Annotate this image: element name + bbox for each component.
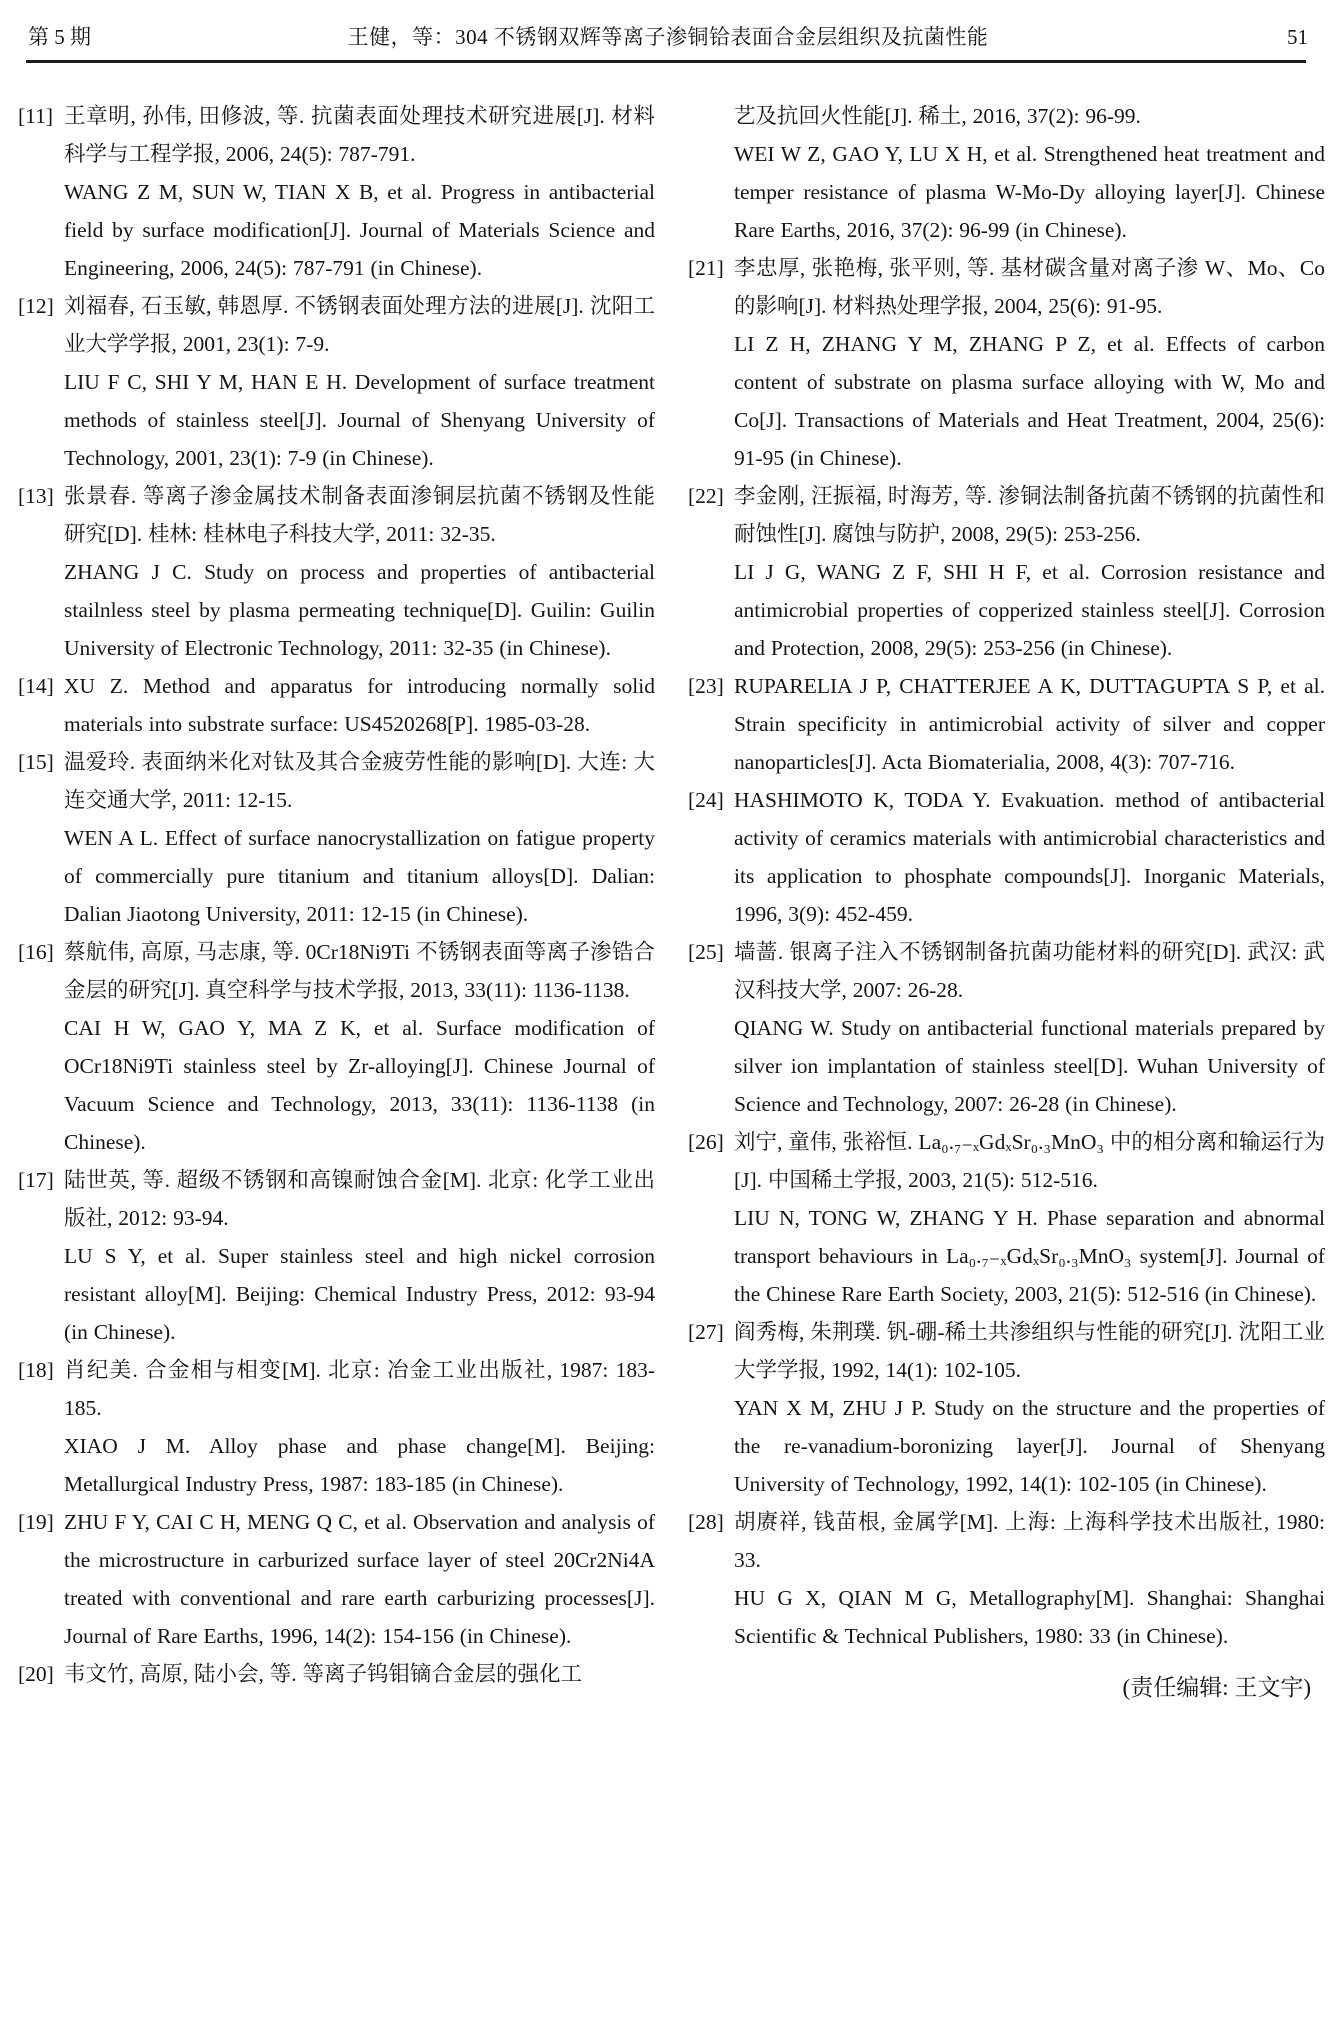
running-title: 王健，等：304 不锈钢双辉等离子渗铜铪表面合金层组织及抗菌性能: [347, 25, 989, 49]
reference-english-text: WEN A L. Effect of surface nanocrystallization on fatigue property of commercially pure titanium and titanium alloys[D]. Dalian: Dalian Jiaotong University, 2011: 12-15 (in Chinese).: [64, 826, 655, 926]
reference-english-text: ZHANG J C. Study on process and properties of antibacterial stailnless steel by plasma permeating technique[D]. Guilin: Guilin University of Electronic Technology, 2011: 32-35 (in Chinese).: [64, 560, 655, 660]
reference-label: [14]: [18, 674, 54, 698]
reference-label: [28]: [688, 1510, 724, 1534]
reference-label: [25]: [688, 940, 724, 964]
reference-item: [18, 1655, 655, 1693]
reference-label: [17]: [18, 1168, 54, 1192]
reference-body: [734, 933, 1325, 1123]
reference-chinese-text: 李忠厚, 张艳梅, 张平则, 等. 基材碳含量对离子渗 W、Mo、Co 的影响[J]. 材料热处理学报, 2004, 25(6): 91-95.: [734, 256, 1325, 318]
reference-item: [688, 249, 1325, 477]
reference-label: [18]: [18, 1358, 54, 1382]
references-column-left: [18, 97, 655, 1705]
reference-body: [64, 1503, 655, 1655]
reference-item: [688, 933, 1325, 1123]
reference-item: [18, 1351, 655, 1503]
reference-body: [64, 667, 655, 743]
reference-chinese-text: 王章明, 孙伟, 田修波, 等. 抗菌表面处理技术研究进展[J]. 材料科学与工程学报, 2006, 24(5): 787-791.: [64, 104, 655, 166]
reference-item: [688, 667, 1325, 781]
reference-chinese-text: 墙蔷. 银离子注入不锈钢制备抗菌功能材料的研究[D]. 武汉: 武汉科技大学, 2007: 26-28.: [734, 940, 1325, 1002]
reference-body: [64, 933, 655, 1161]
reference-body: [64, 477, 655, 667]
reference-continuation: [688, 97, 1325, 249]
reference-label: [27]: [688, 1320, 724, 1344]
reference-english-text: XIAO J M. Alloy phase and phase change[M]. Beijing: Metallurgical Industry Press, 1987: 183-185 (in Chinese).: [64, 1434, 655, 1496]
page-header: [0, 0, 1330, 58]
reference-chinese-text: 阎秀梅, 朱荆璞. 钒-硼-稀土共渗组织与性能的研究[J]. 沈阳工业大学学报, 1992, 14(1): 102-105.: [734, 1320, 1325, 1382]
issue-label: 第 5 期: [28, 25, 91, 49]
reference-item: [18, 287, 655, 477]
reference-english-text: LIU N, TONG W, ZHANG Y H. Phase separation and abnormal transport behaviours in La₀.₇₋ₓGdₓSr₀.₃MnO₃ system[J]. Journal of the Chinese Rare Earth Society, 2003, 21(5): 512-516 (in Chinese).: [734, 1206, 1325, 1306]
reference-label: [19]: [18, 1510, 54, 1534]
reference-body: [734, 1123, 1325, 1313]
reference-item: [688, 1313, 1325, 1503]
reference-label: [15]: [18, 750, 54, 774]
reference-english-text: LIU F C, SHI Y M, HAN E H. Development of surface treatment methods of stainless steel[J]. Journal of Shenyang University of Technology, 2001, 23(1): 7-9 (in Chinese).: [64, 370, 655, 470]
reference-label: [23]: [688, 674, 724, 698]
reference-chinese-text: 温爱玲. 表面纳米化对钛及其合金疲劳性能的影响[D]. 大连: 大连交通大学, 2011: 12-15.: [64, 750, 655, 812]
reference-label: [22]: [688, 484, 724, 508]
references-column-right: [688, 97, 1325, 1705]
reference-english-text: LI Z H, ZHANG Y M, ZHANG P Z, et al. Effects of carbon content of substrate on plasma surface alloying with W, Mo and Co[J]. Transactions of Materials and Heat Treatment, 2004, 25(6): 91-95 (in Chinese).: [734, 332, 1325, 470]
reference-chinese-text: 张景春. 等离子渗金属技术制备表面渗铜层抗菌不锈钢及性能研究[D]. 桂林: 桂林电子科技大学, 2011: 32-35.: [64, 484, 655, 546]
reference-item: [18, 1503, 655, 1655]
reference-english-text: LI J G, WANG Z F, SHI H F, et al. Corrosion resistance and antimicrobial properties of copperized stainless steel[J]. Corrosion and Protection, 2008, 29(5): 253-256 (in Chinese).: [734, 560, 1325, 660]
reference-english-text: RUPARELIA J P, CHATTERJEE A K, DUTTAGUPTA S P, et al. Strain specificity in antimicrobial activity of silver and copper nanoparticles[J]. Acta Biomaterialia, 2008, 4(3): 707-716.: [734, 674, 1325, 774]
reference-chinese-text: 胡赓祥, 钱苗根, 金属学[M]. 上海: 上海科学技术出版社, 1980: 33.: [734, 1510, 1325, 1572]
reference-english-text: HASHIMOTO K, TODA Y. Evakuation. method of antibacterial activity of ceramics materials with antimicrobial characteristics and its application to phosphate compounds[J]. Inorganic Materials, 1996, 3(9): 452-459.: [734, 788, 1325, 926]
reference-english-text: CAI H W, GAO Y, MA Z K, et al. Surface modification of OCr18Ni9Ti stainless steel by Zr-alloying[J]. Chinese Journal of Vacuum Science and Technology, 2013, 33(11): 1136-1138 (in Chinese).: [64, 1016, 655, 1154]
reference-body: [734, 667, 1325, 781]
reference-english-text: HU G X, QIAN M G, Metallography[M]. Shanghai: Shanghai Scientific & Technical Publishers, 1980: 33 (in Chinese).: [734, 1586, 1325, 1648]
reference-chinese-text: 蔡航伟, 高原, 马志康, 等. 0Cr18Ni9Ti 不锈钢表面等离子渗锆合金层的研究[J]. 真空科学与技术学报, 2013, 33(11): 1136-1138.: [64, 940, 655, 1002]
reference-item: [688, 1123, 1325, 1313]
reference-body: [64, 743, 655, 933]
reference-english-text: QIANG W. Study on antibacterial functional materials prepared by silver ion implantation of stainless steel[D]. Wuhan University of Science and Technology, 2007: 26-28 (in Chinese).: [734, 1016, 1325, 1116]
reference-english-text: WANG Z M, SUN W, TIAN X B, et al. Progress in antibacterial field by surface modification[J]. Journal of Materials Science and Engineering, 2006, 24(5): 787-791 (in Chinese).: [64, 180, 655, 280]
reference-item: [18, 667, 655, 743]
reference-english-text: YAN X M, ZHU J P. Study on the structure and the properties of the re-vanadium-boronizing layer[J]. Journal of Shenyang University of Technology, 1992, 14(1): 102-105 (in Chinese).: [734, 1396, 1325, 1496]
reference-english-text: ZHU F Y, CAI C H, MENG Q C, et al. Observation and analysis of the microstructure in carburized surface layer of steel 20Cr2Ni4A treated with conventional and rare earth carburizing processes[J]. Journal of Rare Earths, 1996, 14(2): 154-156 (in Chinese).: [64, 1510, 655, 1648]
reference-english-text: WEI W Z, GAO Y, LU X H, et al. Strengthened heat treatment and temper resistance of plasma W-Mo-Dy alloying layer[J]. Chinese Rare Earths, 2016, 37(2): 96-99 (in Chinese).: [734, 142, 1325, 242]
reference-chinese-text: 刘宁, 童伟, 张裕恒. La₀.₇₋ₓGdₓSr₀.₃MnO₃ 中的相分离和输运行为[J]. 中国稀土学报, 2003, 21(5): 512-516.: [734, 1130, 1325, 1192]
reference-item: [18, 743, 655, 933]
reference-item: [688, 781, 1325, 933]
reference-item: [688, 1503, 1325, 1655]
reference-english-text: LU S Y, et al. Super stainless steel and high nickel corrosion resistant alloy[M]. Beijing: Chemical Industry Press, 2012: 93-94 (in Chinese).: [64, 1244, 655, 1344]
reference-chinese-text: 艺及抗回火性能[J]. 稀土, 2016, 37(2): 96-99.: [734, 104, 1141, 128]
reference-label: [26]: [688, 1130, 724, 1154]
reference-item: [688, 477, 1325, 667]
reference-body: [734, 477, 1325, 667]
reference-item: [18, 477, 655, 667]
reference-body: [734, 249, 1325, 477]
editor-note: (责任编辑: 王文宇): [1122, 1675, 1311, 1700]
reference-body: [734, 781, 1325, 933]
reference-label: [16]: [18, 940, 54, 964]
reference-chinese-text: 肖纪美. 合金相与相变[M]. 北京: 冶金工业出版社, 1987: 183-185.: [64, 1358, 655, 1420]
reference-item: [18, 97, 655, 287]
reference-body: [64, 1351, 655, 1503]
reference-body: [64, 1161, 655, 1351]
reference-body: [734, 1313, 1325, 1503]
reference-body: [64, 1655, 655, 1693]
reference-label: [11]: [18, 104, 54, 128]
reference-body: [734, 1503, 1325, 1655]
reference-item: [18, 933, 655, 1161]
reference-chinese-text: 韦文竹, 高原, 陆小会, 等. 等离子钨钼镝合金层的强化工: [64, 1662, 583, 1686]
reference-label: [12]: [18, 294, 54, 318]
reference-chinese-text: 刘福春, 石玉敏, 韩恩厚. 不锈钢表面处理方法的进展[J]. 沈阳工业大学学报, 2001, 23(1): 7-9.: [64, 294, 655, 356]
reference-body: [64, 97, 655, 287]
reference-label: [13]: [18, 484, 54, 508]
reference-item: [18, 1161, 655, 1351]
page-number: 51: [1287, 25, 1308, 49]
reference-body: [734, 97, 1325, 249]
references-section: [0, 63, 1330, 1705]
reference-english-text: XU Z. Method and apparatus for introducing normally solid materials into substrate surface: US4520268[P]. 1985-03-28.: [64, 674, 655, 736]
reference-label: [21]: [688, 256, 724, 280]
reference-label: [24]: [688, 788, 724, 812]
reference-label: [20]: [18, 1662, 54, 1686]
reference-body: [64, 287, 655, 477]
reference-chinese-text: 陆世英, 等. 超级不锈钢和高镍耐蚀合金[M]. 北京: 化学工业出版社, 2012: 93-94.: [64, 1168, 655, 1230]
reference-chinese-text: 李金刚, 汪振福, 时海芳, 等. 渗铜法制备抗菌不锈钢的抗菌性和耐蚀性[J]. 腐蚀与防护, 2008, 29(5): 253-256.: [734, 484, 1325, 546]
